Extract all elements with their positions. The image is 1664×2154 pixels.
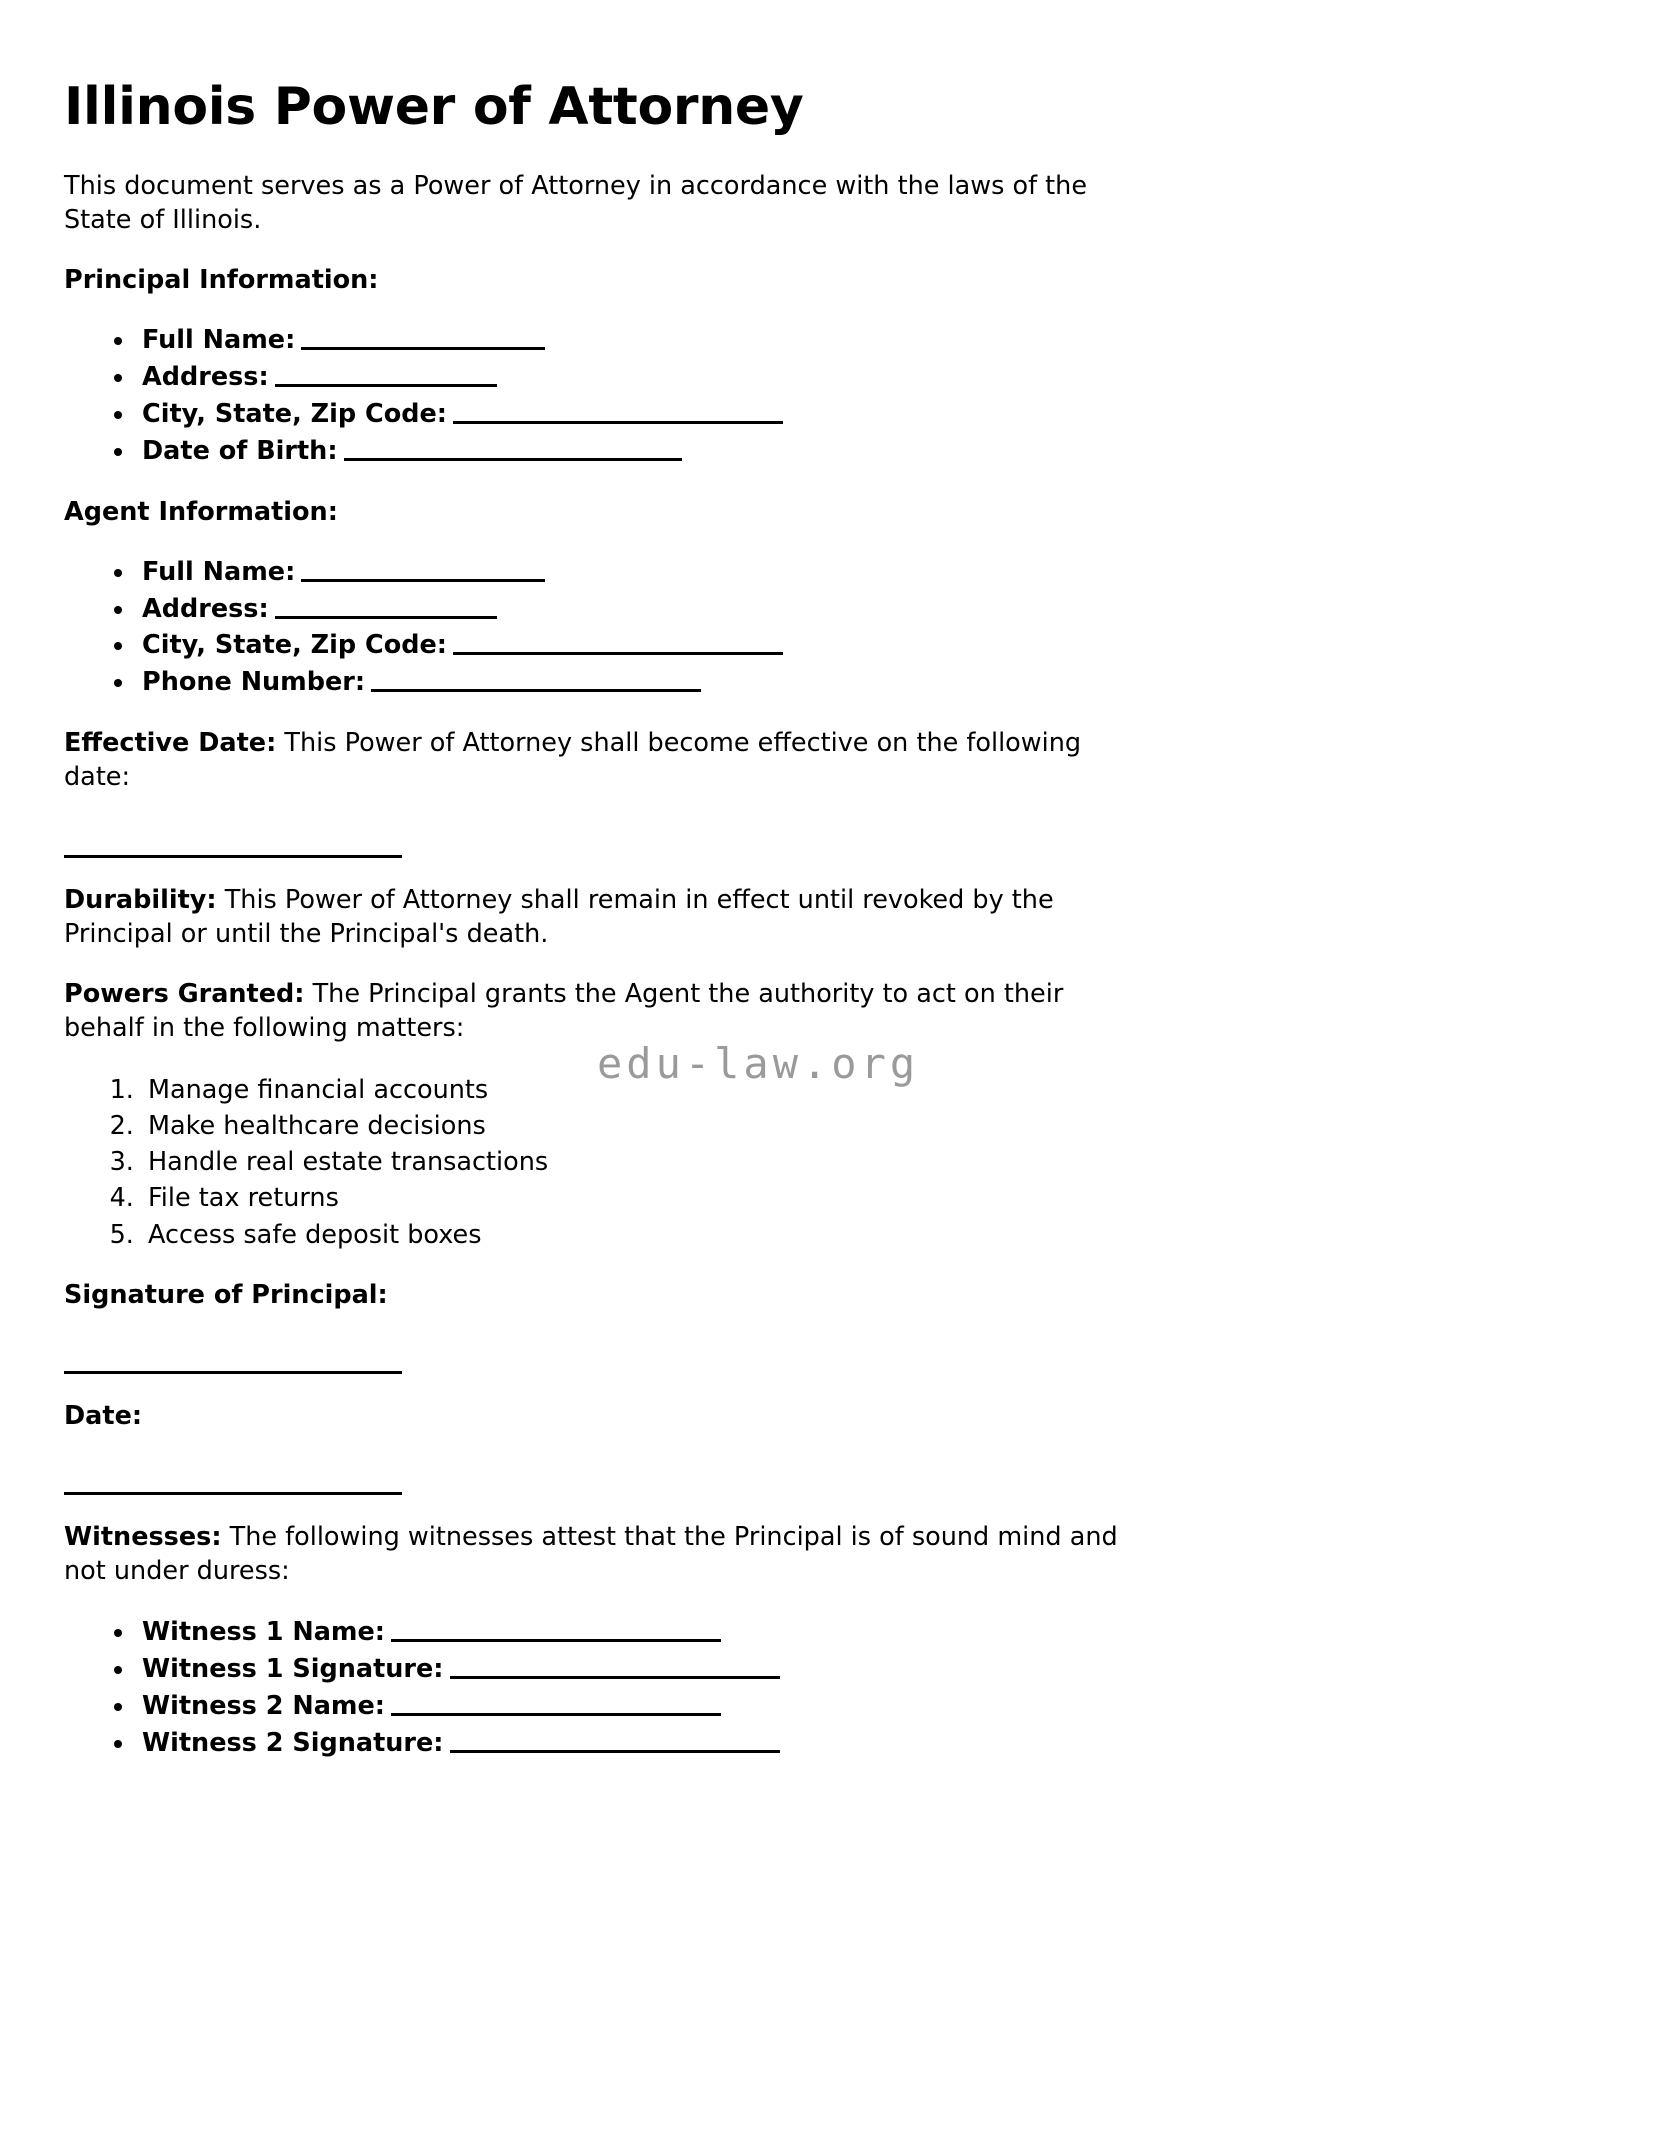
powers-granted-label: Powers Granted: bbox=[64, 978, 305, 1009]
document-body bbox=[64, 78, 1124, 1762]
list-item bbox=[136, 1725, 1124, 1762]
witnesses-list bbox=[64, 1614, 1124, 1762]
list-item bbox=[136, 627, 1124, 664]
effective-date-blank-block bbox=[64, 821, 1124, 858]
list-item bbox=[136, 554, 1124, 591]
blank-fill-line[interactable] bbox=[301, 554, 545, 582]
effective-date-label: Effective Date: bbox=[64, 728, 277, 759]
field-label: Witness 2 Signature: bbox=[142, 1728, 444, 1759]
field-label: Witness 2 Name: bbox=[142, 1691, 385, 1722]
witnesses-text: The following witnesses attest that the Principal is of sound mind and not under duress: bbox=[64, 1521, 1118, 1586]
field-label: Full Name: bbox=[142, 324, 296, 355]
intro-paragraph: This document serves as a Power of Attorney in accordance with the laws of the State of Illinois. bbox=[64, 171, 1088, 236]
field-label: Witness 1 Name: bbox=[142, 1617, 385, 1648]
field-label: Address: bbox=[142, 593, 269, 624]
field-label: Address: bbox=[142, 361, 269, 392]
list-item: 5. Access safe deposit boxes bbox=[142, 1217, 1124, 1253]
blank-fill-line[interactable] bbox=[301, 322, 545, 350]
list-item: 4. File tax returns bbox=[142, 1180, 1124, 1216]
signature-of-principal-heading: Signature of Principal: bbox=[64, 1279, 388, 1310]
list-item bbox=[136, 433, 1124, 470]
durability-label: Durability: bbox=[64, 885, 217, 916]
list-item bbox=[136, 396, 1124, 433]
watermark-text: edu-law.org bbox=[597, 1039, 920, 1088]
durability-text: This Power of Attorney shall remain in effect until revoked by the Principal or until the Principal's death. bbox=[64, 885, 1054, 950]
field-label: City, State, Zip Code: bbox=[142, 630, 448, 661]
list-item bbox=[136, 591, 1124, 628]
blank-fill-line[interactable] bbox=[64, 1371, 402, 1374]
field-label: Date of Birth: bbox=[142, 435, 338, 466]
agent-information-list bbox=[64, 554, 1124, 702]
principal-information-heading: Principal Information: bbox=[64, 265, 379, 296]
witnesses-label: Witnesses: bbox=[64, 1521, 222, 1552]
signature-of-principal-blank-block bbox=[64, 1337, 1124, 1374]
blank-fill-line[interactable] bbox=[453, 627, 783, 655]
list-item: 2. Make healthcare decisions bbox=[142, 1108, 1124, 1144]
agent-information-heading: Agent Information: bbox=[64, 496, 338, 527]
field-label: Full Name: bbox=[142, 556, 296, 587]
list-item bbox=[136, 664, 1124, 701]
field-label: City, State, Zip Code: bbox=[142, 398, 448, 429]
date-heading: Date: bbox=[64, 1400, 143, 1431]
blank-fill-line[interactable] bbox=[391, 1614, 721, 1642]
blank-fill-line[interactable] bbox=[64, 1492, 402, 1495]
blank-fill-line[interactable] bbox=[371, 664, 701, 692]
durability-paragraph bbox=[64, 884, 1124, 952]
blank-fill-line[interactable] bbox=[453, 396, 783, 424]
list-item: 1. Manage financial accounts bbox=[142, 1072, 1124, 1108]
field-label: Witness 1 Signature: bbox=[142, 1654, 444, 1685]
list-item bbox=[136, 1688, 1124, 1725]
blank-fill-line[interactable] bbox=[275, 591, 497, 619]
blank-fill-line[interactable] bbox=[275, 359, 497, 387]
list-item bbox=[136, 1614, 1124, 1651]
page-title: Illinois Power of Attorney bbox=[64, 77, 804, 137]
witnesses-paragraph bbox=[64, 1521, 1124, 1589]
blank-fill-line[interactable] bbox=[450, 1725, 780, 1753]
effective-date-text: This Power of Attorney shall become effective on the following date: bbox=[64, 728, 1082, 793]
list-item bbox=[136, 1651, 1124, 1688]
blank-fill-line[interactable] bbox=[450, 1651, 780, 1679]
blank-fill-line[interactable] bbox=[344, 433, 682, 461]
list-item bbox=[136, 359, 1124, 396]
blank-fill-line[interactable] bbox=[64, 855, 402, 858]
date-blank-block bbox=[64, 1458, 1124, 1495]
effective-date-paragraph bbox=[64, 727, 1124, 795]
blank-fill-line[interactable] bbox=[391, 1688, 721, 1716]
list-item bbox=[136, 322, 1124, 359]
list-item: 3. Handle real estate transactions bbox=[142, 1144, 1124, 1180]
field-label: Phone Number: bbox=[142, 667, 366, 698]
powers-granted-text: The Principal grants the Agent the authority to act on their behalf in the following matters: bbox=[64, 978, 1064, 1043]
principal-information-list bbox=[64, 322, 1124, 470]
powers-granted-list bbox=[64, 1072, 1124, 1253]
powers-granted-paragraph bbox=[64, 978, 1124, 1046]
